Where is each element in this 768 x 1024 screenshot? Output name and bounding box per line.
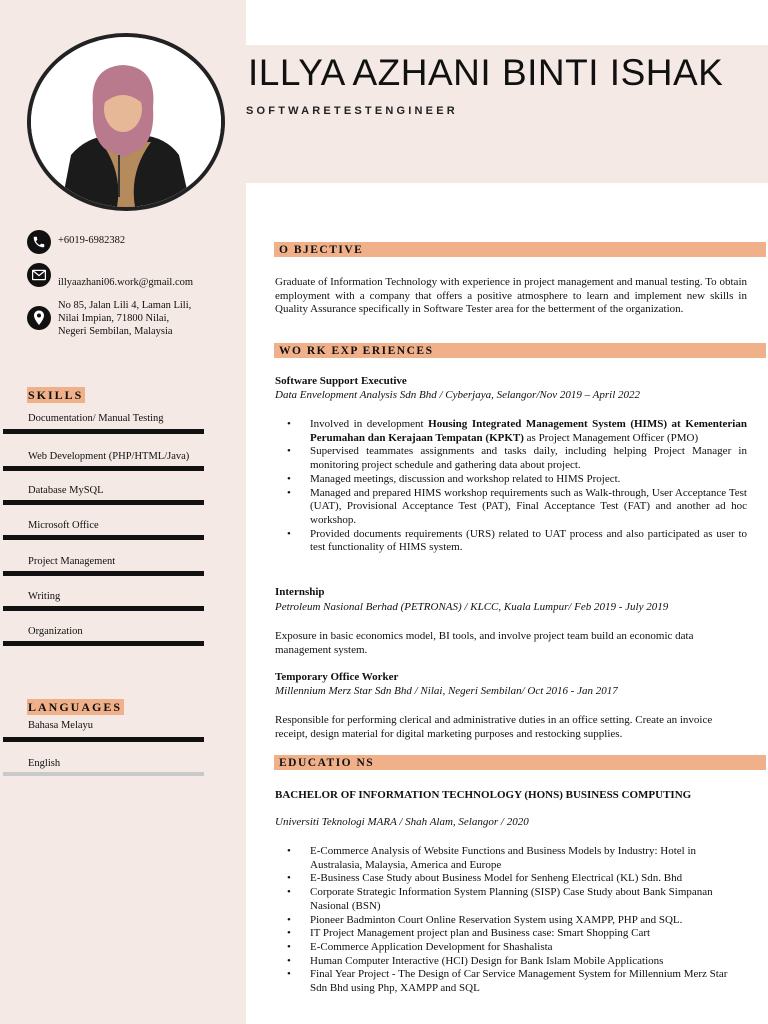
skills-heading: SKILLS	[28, 388, 84, 402]
languages-heading: LANGUAGES	[28, 700, 123, 714]
email-address[interactable]: illyaazhani06.work@gmail.com	[58, 277, 194, 288]
list-item: • IT Project Management project plan and Business case: Smart Shopping Cart	[275, 927, 747, 941]
list-item: • Supervised teammates assignments and tasks daily, including helping Project Manager in monitoring project schedule and gathering data about project.	[275, 445, 747, 472]
job-title-1: Software Support Executive	[275, 375, 407, 387]
person-silhouette	[31, 37, 221, 207]
skill-bar	[3, 535, 204, 540]
skill-bar	[3, 500, 204, 505]
address-line: Nilai Impian, 71800 Nilai,	[58, 313, 170, 324]
language-item: English	[28, 758, 61, 769]
list-item: • Managed meetings, discussion and workshop related to HIMS Project.	[275, 473, 747, 487]
profile-photo	[27, 33, 225, 211]
language-item: Bahasa Melayu	[28, 720, 94, 731]
bullet-text: as Project Management Officer (PMO)	[523, 431, 699, 444]
address-line: No 85, Jalan Lili 4, Laman Lili,	[58, 300, 192, 311]
skill-bar	[3, 606, 204, 611]
objective-heading: O BJECTIVE	[274, 242, 766, 257]
skill-bar	[3, 641, 204, 646]
address-line: Negeri Sembilan, Malaysia	[58, 326, 173, 337]
work-heading: WO RK EXP ERIENCES	[274, 343, 766, 358]
skill-bar	[3, 466, 204, 471]
address-text	[58, 299, 191, 338]
full-name: ILLYA AZHANI BINTI ISHAK	[248, 52, 724, 93]
list-item: • E-Business Case Study about Business Model for Senheng Electrical (KL) Sdn. Bhd	[275, 872, 747, 886]
job-duties-list	[275, 418, 747, 555]
job-subtitle-1: Data Envelopment Analysis Sdn Bhd / Cyberjaya, Selangor/Nov 2019 – April 2022	[275, 389, 641, 401]
job-description-2: Exposure in basic economics model, BI tools, and involve project team build an economic data management system.	[275, 630, 694, 656]
skill-item: Database MySQL	[28, 485, 104, 496]
education-projects-list	[275, 845, 747, 996]
location-pin-icon	[27, 306, 51, 330]
language-bar	[3, 737, 204, 742]
skill-item: Project Management	[28, 556, 116, 567]
list-item: • Corporate Strategic Information System Planning (SISP) Case Study about Bank Simpanan Nasional (BSN)	[275, 886, 747, 913]
job-title-2: Internship	[275, 586, 325, 598]
bullet-text: Involved in development	[310, 418, 429, 430]
skill-item: Organization	[28, 626, 83, 637]
list-item: • Human Computer Interactive (HCI) Design for Bank Islam Mobile Applications	[275, 955, 747, 969]
job-title-3: Temporary Office Worker	[275, 671, 399, 683]
skill-bar	[3, 571, 204, 576]
skill-item: Writing	[28, 591, 61, 602]
list-item: • Provided documents requirements (URS) related to UAT process and also participated as user to test functionality of HIMS system.	[275, 528, 747, 555]
list-item: • E-Commerce Analysis of Website Functions and Business Models by Industry: Hotel in Australasia, Malaysia, America and Europe	[275, 845, 747, 872]
job-description-3: Responsible for performing clerical and administrative duties in an office setting. Create an invoice receipt, design material for digital marketing purposes and restocking supplies.	[275, 714, 713, 740]
phone-number[interactable]: +6019-6982382	[58, 235, 126, 246]
skill-item: Microsoft Office	[28, 520, 99, 531]
language-bar	[3, 772, 204, 776]
education-heading: EDUCATIO NS	[274, 755, 766, 770]
objective-text: Graduate of Information Technology with experience in project management and manual testing. To obtain employment with a company that offers a positive atmosphere to learn and implement new skills in Quality Assurance specifically in Software Tester area for the betterment of the organization.	[275, 276, 747, 316]
skill-item: Web Development (PHP/HTML/Java)	[28, 451, 190, 462]
phone-icon	[27, 230, 51, 254]
list-item: • Final Year Project - The Design of Car Service Management System for Millennium Merz Star Sdn Bhd using Php, XAMPP and SQL	[275, 968, 747, 995]
skill-item: Documentation/ Manual Testing	[28, 413, 164, 424]
job-title: SOFTWARETESTENGINEER	[246, 105, 458, 117]
list-item: • Managed and prepared HIMS workshop requirements such as Walk-through, User Acceptance Test (UAT), Provisional Acceptance Test (PAT), Final Acceptance Test (FAT) and another ad hoc workshop.	[275, 487, 747, 528]
job-subtitle-3: Millennium Merz Star Sdn Bhd / Nilai, Negeri Sembilan/ Oct 2016 - Jan 2017	[275, 685, 618, 697]
school-subtitle: Universiti Teknologi MARA / Shah Alam, Selangor / 2020	[275, 816, 529, 828]
skill-bar	[3, 429, 204, 434]
list-item: • E-Commerce Application Development for Shashalista	[275, 941, 747, 955]
list-item: • Pioneer Badminton Court Online Reservation System using XAMPP, PHP and SQL.	[275, 914, 747, 928]
job-subtitle-2: Petroleum Nasional Berhad (PETRONAS) / KLCC, Kuala Lumpur/ Feb 2019 - July 2019	[275, 601, 669, 613]
degree-title: BACHELOR OF INFORMATION TECHNOLOGY (HONS) BUSINESS COMPUTING	[275, 789, 692, 801]
bullet-text-bold: Housing Integrated Management System (HIMS) at Kementerian Perumahan dan Kerajaan Tempatan (KPKT)	[310, 418, 747, 444]
list-item	[275, 418, 747, 445]
envelope-icon	[27, 263, 51, 287]
